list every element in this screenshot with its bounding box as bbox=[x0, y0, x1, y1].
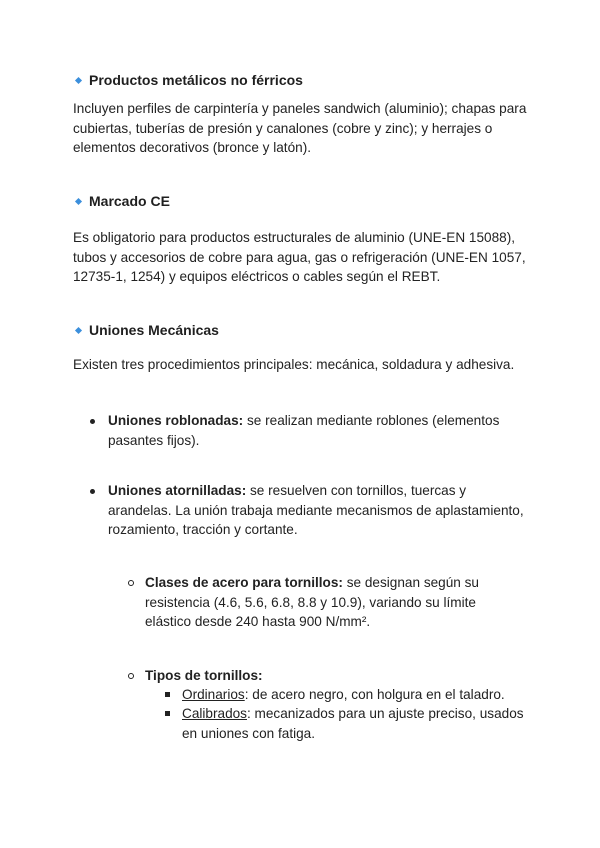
square-bullet-icon bbox=[165, 711, 170, 716]
list-item-atornilladas bbox=[108, 481, 528, 540]
bullet-dot-icon bbox=[90, 489, 95, 494]
paragraph-no-ferricos: Incluyen perfiles de carpintería y paneles sandwich (aluminio); chapas para cubiertas, tuberías de presión y canalones (cobre y zinc); y herrajes o elementos decorativos (bronce y latón). bbox=[73, 101, 527, 155]
sublist-item-clases-acero bbox=[145, 573, 525, 632]
type-text: : de acero negro, con holgura en el taladro. bbox=[244, 687, 505, 702]
heading-uniones-mecanicas bbox=[76, 322, 219, 338]
type-name: Calibrados bbox=[182, 706, 247, 721]
hollow-circle-bullet-icon bbox=[128, 673, 134, 679]
type-name: Ordinarios bbox=[182, 687, 245, 702]
bullet-dot-icon bbox=[90, 419, 95, 424]
type-text: : mecanizados para un ajuste preciso, usados en uniones con fatiga. bbox=[182, 706, 524, 741]
paragraph-marcado-ce: Es obligatorio para productos estructurales de aluminio (UNE-EN 15088), tubos y accesorios de cobre para agua, gas o refrigeración (UNE-EN 1057, 12735-1, 1254) y equipos eléctricos o cables según el REBT. bbox=[73, 230, 526, 284]
paragraph-uniones: Existen tres procedimientos principales: mecánica, soldadura y adhesiva. bbox=[73, 357, 515, 372]
item-label: Uniones roblonadas: bbox=[108, 413, 244, 428]
diamond-bullet-icon bbox=[75, 326, 82, 333]
item-label: Tipos de tornillos: bbox=[145, 668, 263, 683]
sublist-item-tipos-tornillos bbox=[145, 666, 525, 686]
item-text: se designan según su resistencia (4.6, 5.6, 6.8, 8.8 y 10.9), variando su límite elástico desde 240 hasta 900 N/mm². bbox=[145, 575, 479, 629]
item-text: se realizan mediante roblones (elementos pasantes fijos). bbox=[108, 413, 500, 448]
hollow-circle-bullet-icon bbox=[128, 580, 134, 586]
heading-marcado-ce bbox=[76, 193, 170, 209]
item-text: se resuelven con tornillos, tuercas y arandelas. La unión trabaja mediante mecanismos de aplastamiento, rozamiento, tracción y cortante. bbox=[108, 483, 524, 537]
heading-text: Uniones Mecánicas bbox=[89, 322, 219, 338]
heading-text: Productos metálicos no férricos bbox=[89, 72, 303, 88]
diamond-bullet-icon bbox=[75, 197, 82, 204]
type-item-ordinarios bbox=[182, 685, 542, 705]
type-item-calibrados bbox=[182, 704, 532, 743]
heading-no-ferricos bbox=[76, 72, 303, 88]
square-bullet-icon bbox=[165, 692, 170, 697]
item-label: Clases de acero para tornillos: bbox=[145, 575, 343, 590]
heading-text: Marcado CE bbox=[89, 193, 170, 209]
list-item-roblonadas bbox=[108, 411, 528, 450]
item-label: Uniones atornilladas: bbox=[108, 483, 247, 498]
diamond-bullet-icon bbox=[75, 76, 82, 83]
